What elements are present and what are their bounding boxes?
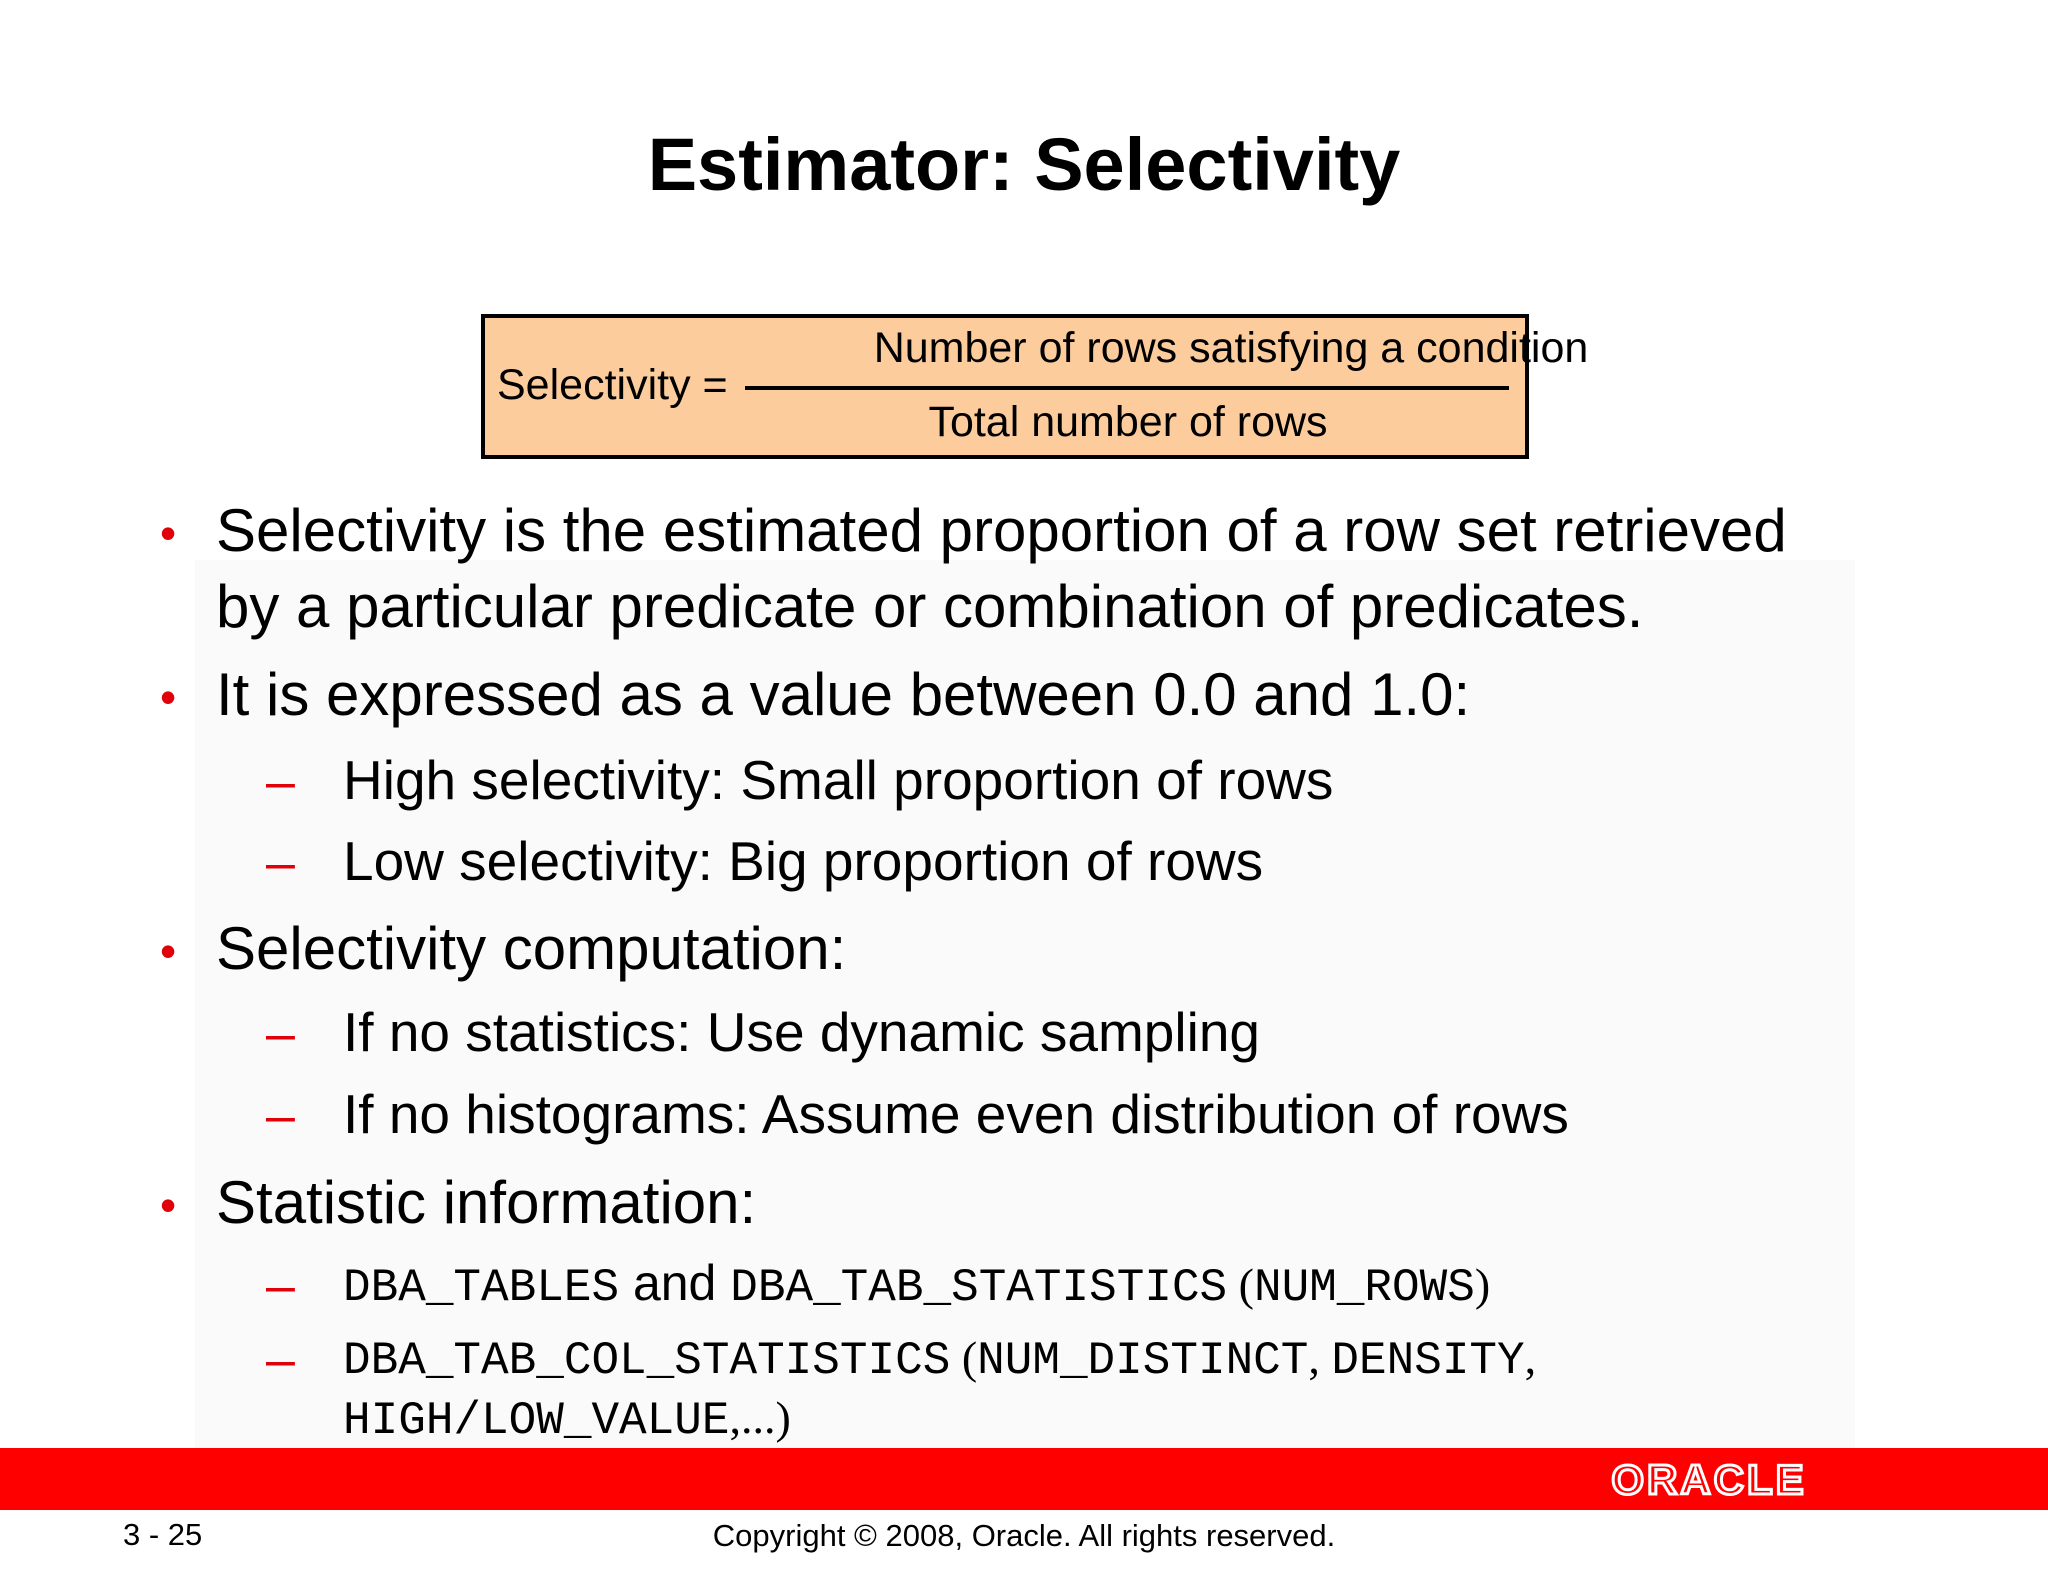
bullet-3: Selectivity computation: (216, 915, 847, 982)
bullet-icon: • (160, 671, 177, 723)
formula-label: Selectivity = (497, 361, 728, 409)
ellipsis-close: ,...) (729, 1392, 791, 1443)
dash-icon: – (266, 1331, 295, 1389)
bullet-icon: • (160, 1179, 177, 1231)
dash-icon: – (266, 1087, 295, 1145)
bullet-2: It is expressed as a value between 0.0 and 1.0: (216, 661, 1471, 728)
code-high-low-value: HIGH/LOW_VALUE (343, 1395, 730, 1447)
bullet-1-line-2: by a particular predicate or combination of predicates. (216, 573, 1644, 640)
dash-icon: – (266, 753, 295, 811)
fraction-bar (745, 386, 1509, 390)
bullet-1-line-1: Selectivity is the estimated proportion of a row set retrieved (216, 497, 1787, 564)
copyright-text: Copyright © 2008, Oracle. All rights reserved. (712, 1518, 1336, 1553)
selectivity-formula-box (481, 314, 1589, 459)
bullet-2-sub-1: High selectivity: Small proportion of rows (343, 749, 1334, 811)
bullet-3-sub-1: If no statistics: Use dynamic sampling (343, 1001, 1261, 1063)
comma-text: , (1524, 1332, 1537, 1383)
bullet-4-sub-1 (343, 1254, 1490, 1314)
code-num-rows: NUM_ROWS (1253, 1262, 1475, 1314)
code-dba-tab-col-statistics: DBA_TAB_COL_STATISTICS (343, 1335, 951, 1387)
oracle-logo-text: ORACLE (1611, 1458, 1807, 1500)
paren-open: ( (1227, 1259, 1254, 1310)
paren-close: ) (1474, 1259, 1491, 1310)
bullet-4-sub-2-line-1 (343, 1330, 1536, 1387)
formula-numerator: Number of rows satisfying a condition (873, 324, 1589, 372)
conjunction-text: and (619, 1255, 731, 1311)
code-dba-tables: DBA_TABLES (343, 1262, 620, 1314)
bullet-icon: • (160, 925, 177, 977)
code-num-distinct: NUM_DISTINCT (977, 1335, 1309, 1387)
formula-denominator: Total number of rows (928, 398, 1328, 446)
bullet-4: Statistic information: (216, 1169, 757, 1236)
paren-open: ( (950, 1332, 978, 1383)
dash-icon: – (266, 834, 295, 892)
oracle-logo (1582, 1458, 1836, 1500)
slide-title: Estimator: Selectivity (647, 123, 1401, 206)
comma-text: , (1308, 1332, 1332, 1383)
bullet-icon: • (160, 507, 177, 559)
bullet-3-sub-2: If no histograms: Assume even distribution of rows (343, 1083, 1569, 1145)
code-dba-tab-statistics: DBA_TAB_STATISTICS (730, 1262, 1228, 1314)
page-number: 3 - 25 (123, 1517, 203, 1552)
bullet-2-sub-2: Low selectivity: Big proportion of rows (343, 830, 1264, 892)
dash-icon: – (266, 1257, 295, 1315)
code-density: DENSITY (1331, 1335, 1525, 1387)
bullet-4-sub-2-line-2 (343, 1390, 791, 1447)
dash-icon: – (266, 1005, 295, 1063)
